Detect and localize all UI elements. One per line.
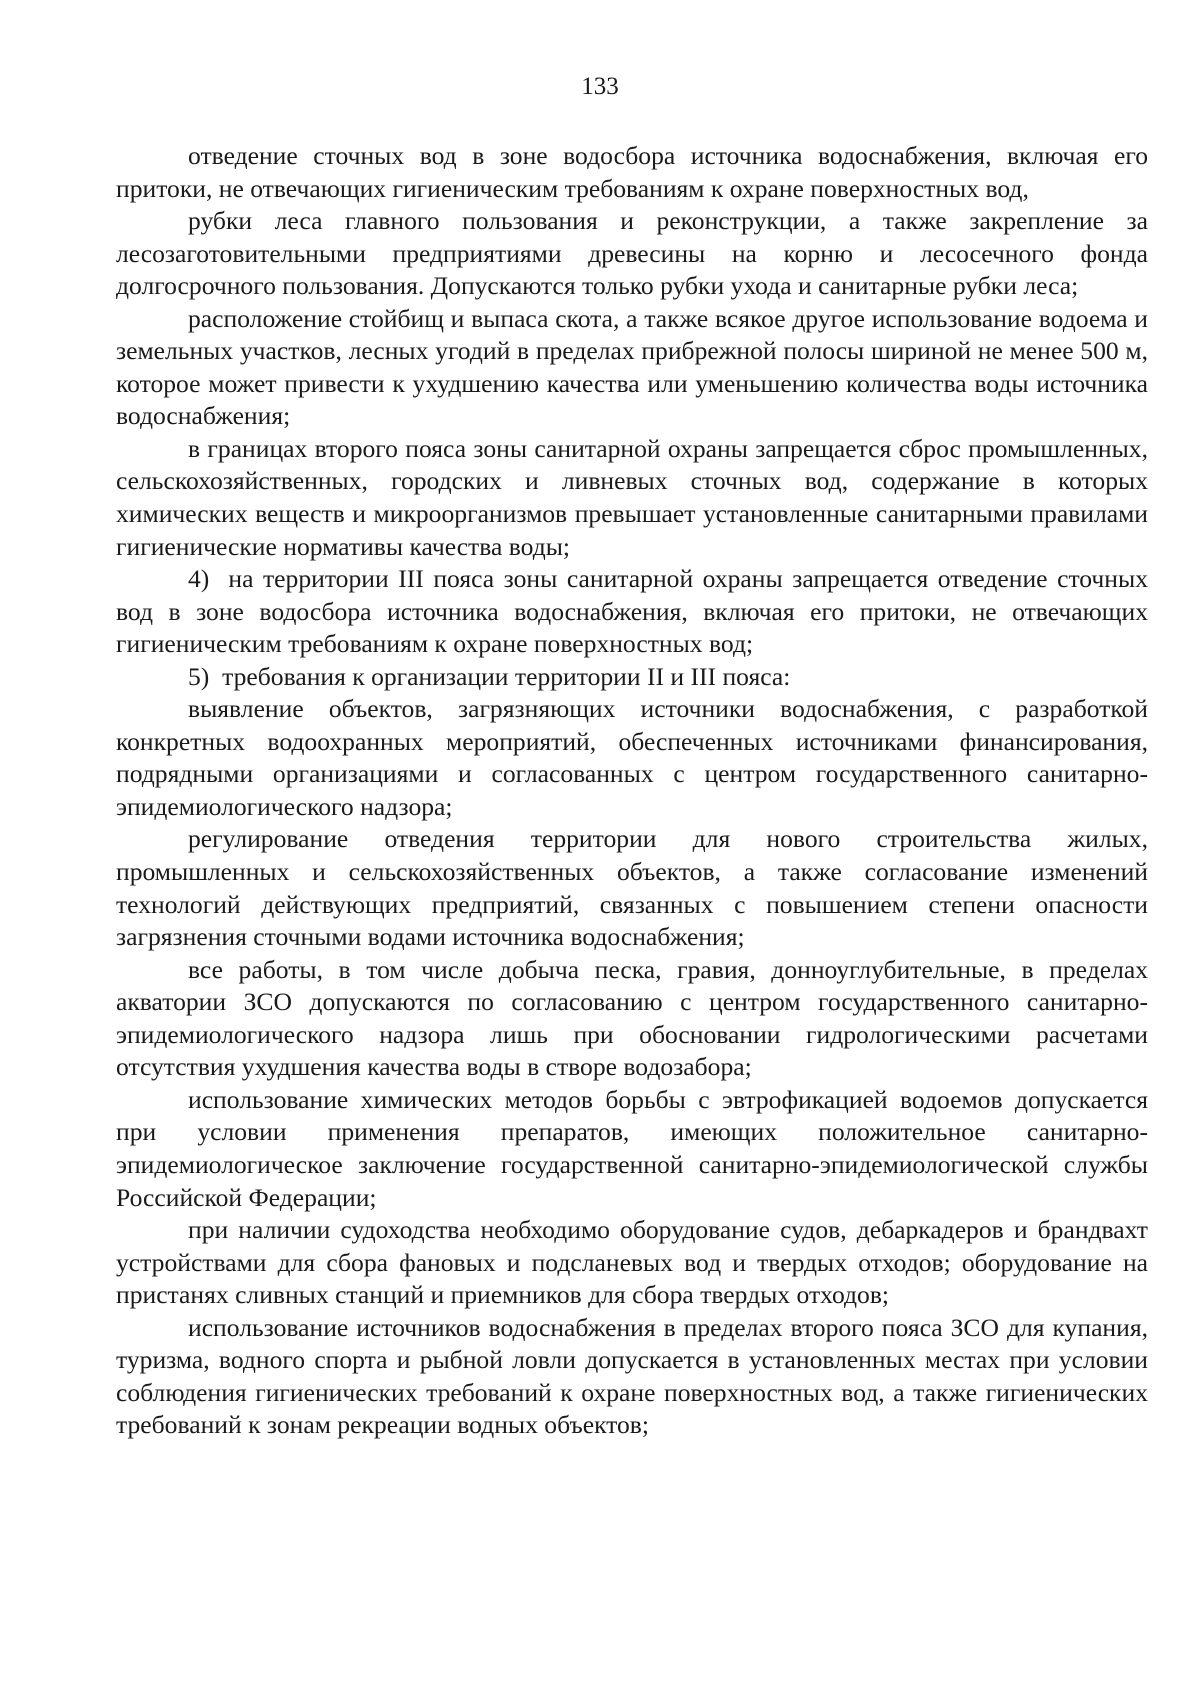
paragraph: расположение стойбищ и выпаса скота, а также всякое другое использование водоема и земельных участков, лесных угодий в пределах прибрежной полосы шириной не менее 500 м, которое может привести к ухудшению качества или уменьшению количества воды источника водоснабжения; bbox=[116, 303, 1148, 431]
paragraph-item-5: 5) требования к организации территории II и III пояса: bbox=[188, 661, 791, 691]
page-number: 133 bbox=[581, 73, 619, 100]
paragraph: использование химических методов борьбы с эвтрофикацией водоемов допускается при условии применения препаратов, имеющих положительное санитарно-эпидемиологическое заключение государственной санитарно-эпидемиологической службы Российской Федерации; bbox=[116, 1084, 1148, 1212]
paragraph: отведение сточных вод в зоне водосбора источника водоснабжения, включая его притоки, не отвечающих гигиеническим требованиям к охране поверхностных вод, bbox=[116, 141, 1148, 203]
paragraph-item-4: 4) на территории III пояса зоны санитарной охраны запрещается отведение сточных вод в зоне водосбора источника водоснабжения, включая его притоки, не отвечающих гигиеническим требованиям к охране поверхностных вод; bbox=[116, 564, 1148, 659]
paragraph: в границах второго пояса зоны санитарной охраны запрещается сброс промышленных, сельскохозяйственных, городских и ливневых сточных вод, содержание в которых химических веществ и микроорганизмов превышает установленные санитарными правилами гигиенические нормативы качества воды; bbox=[116, 433, 1148, 561]
paragraph: при наличии судоходства необходимо оборудование судов, дебаркадеров и брандвахт устройствами для сбора фановых и подсланевых вод и твердых отходов; оборудование на пристанях сливных станций и приемников для сбора твердых отходов; bbox=[116, 1215, 1148, 1310]
paragraph: использование источников водоснабжения в пределах второго пояса ЗСО для купания, туризма, водного спорта и рыбной ловли допускается в установленных местах при условии соблюдения гигиенических требований к охране поверхностных вод, а также гигиенических требований к зонам рекреации водных объектов; bbox=[116, 1312, 1148, 1440]
paragraph: регулирование отведения территории для нового строительства жилых, промышленных и сельскохозяйственных объектов, а также согласование изменений технологий действующих предприятий, связанных с повышением степени опасности загрязнения сточными водами источника водоснабжения; bbox=[116, 824, 1148, 952]
document-body bbox=[116, 140, 1148, 1442]
paragraph: выявление объектов, загрязняющих источники водоснабжения, с разработкой конкретных водоохранных мероприятий, обеспеченных источниками финансирования, подрядными организациями и согласованных с центром государственного санитарно-эпидемиологического надзора; bbox=[116, 694, 1148, 821]
paragraph: рубки леса главного пользования и реконструкции, а также закрепление за лесозаготовительными предприятиями древесины на корню и лесосечного фонда долгосрочного пользования. Допускаются только рубки ухода и санитарные рубки леса; bbox=[116, 206, 1148, 301]
paragraph: все работы, в том числе добыча песка, гравия, донноуглубительные, в пределах акватории ЗСО допускаются по согласованию с центром государственного санитарно-эпидемиологического надзора лишь при обосновании гидрологическими расчетами отсутствия ухудшения качества воды в створе водозабора; bbox=[116, 954, 1148, 1082]
